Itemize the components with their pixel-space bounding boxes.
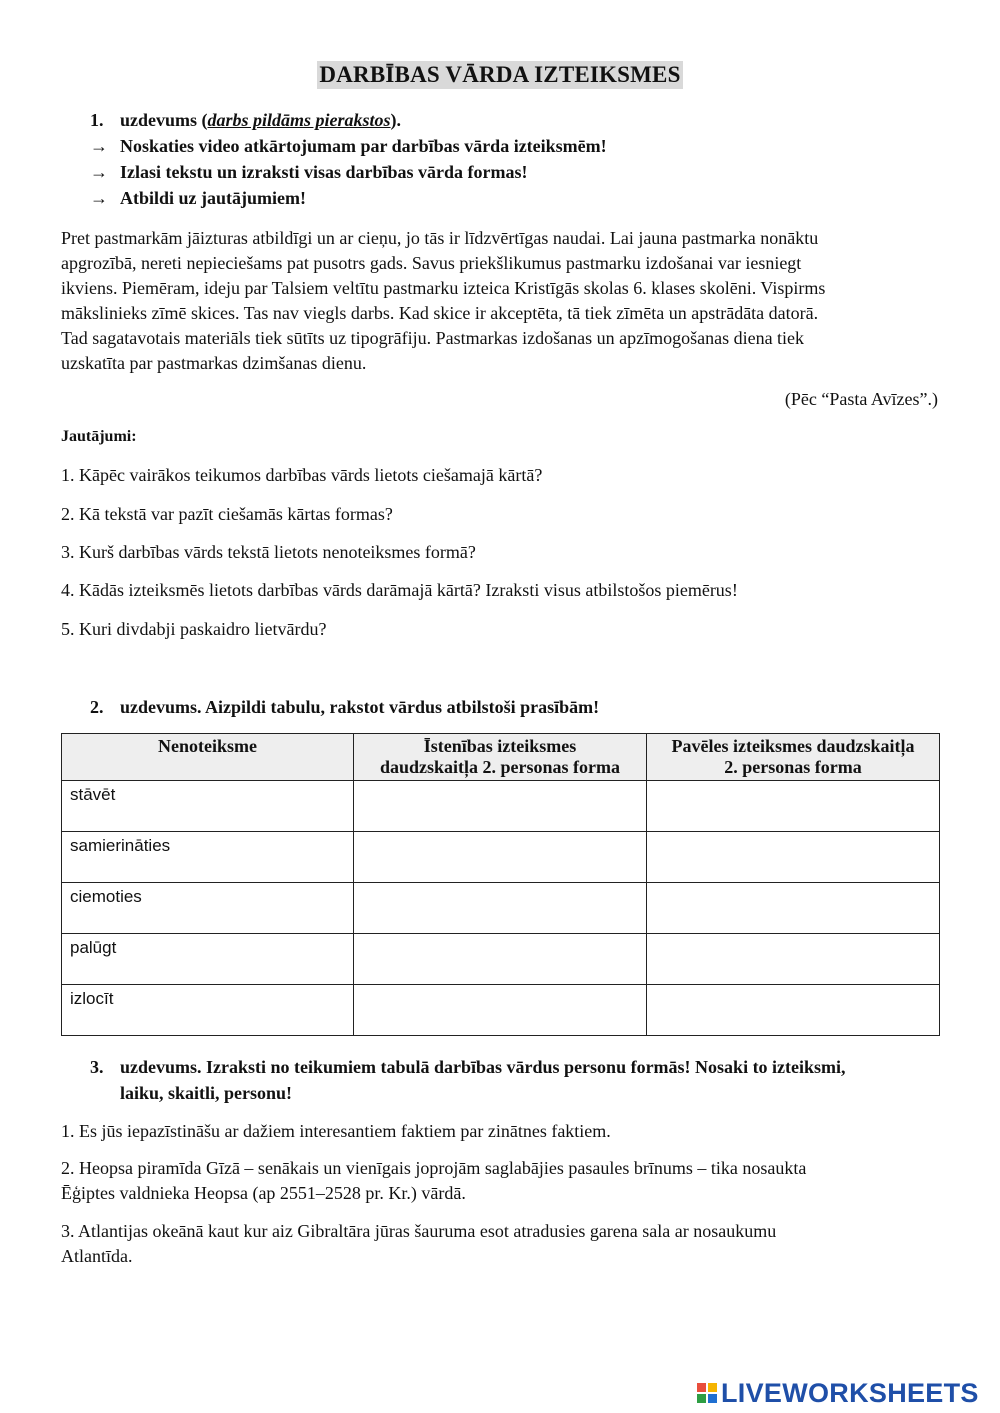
instruction-2-text: Izlasi tekstu un izraksti visas darbības vārda formas! — [120, 162, 528, 182]
task-3-label-line2: laiku, skaitli, personu! — [120, 1083, 293, 1103]
imperative-answer-cell[interactable] — [647, 781, 940, 832]
question-4: 4. Kādās izteiksmēs lietots darbības vārds darāmajā kārtā? Izraksti visus atbilstošos piemērus! — [61, 580, 738, 600]
passage-line: Tad sagatavotais materiāls tiek sūtīts uz tipogrāfiju. Pastmarkas izdošanas un apzīmogošanas diena tiek — [61, 328, 805, 348]
header-line: 2. personas forma — [724, 757, 862, 777]
table-row — [62, 985, 940, 1036]
question-5: 5. Kuri divdabji paskaidro lietvārdu? — [61, 619, 327, 639]
passage-source: (Pēc “Pasta Avīzes”.) — [784, 389, 938, 409]
indicative-answer-cell[interactable] — [354, 883, 647, 934]
table-header-row — [62, 734, 940, 781]
question-1: 1. Kāpēc vairākos teikumos darbības vārds lietots ciešamajā kārtā? — [61, 465, 543, 485]
imperative-answer-cell[interactable] — [647, 832, 940, 883]
header-infinitive — [62, 734, 354, 781]
sentence-line: Ēģiptes valdnieka Heopsa (ap 2551–2528 pr. Kr.) vārdā. — [61, 1183, 466, 1203]
task-3-number: 3. — [90, 1057, 104, 1077]
header-indicative — [354, 734, 647, 781]
passage-line: ikviens. Piemēram, ideju par Talsiem veltītu pastmarku izteica Kristīgās skolas 6. klases skolēni. Vispirms — [61, 278, 826, 298]
header-line: Nenoteiksme — [158, 736, 257, 756]
logo-square — [708, 1394, 717, 1403]
sentence-3 — [61, 1219, 941, 1269]
task-2-label: uzdevums. Aizpildi tabulu, rakstot vārdus atbilstoši prasībām! — [120, 697, 600, 717]
passage-line: uzskatīta par pastmarkas dzimšanas dienu. — [61, 353, 367, 373]
header-imperative — [647, 734, 940, 781]
questions-heading: Jautājumi: — [61, 428, 137, 445]
arrow-icon: → — [90, 136, 108, 156]
sentence-2 — [61, 1156, 941, 1206]
question-2: 2. Kā tekstā var pazīt ciešamās kārtas formas? — [61, 504, 393, 524]
arrow-icon: → — [90, 188, 108, 208]
task-2-number: 2. — [90, 697, 104, 717]
indicative-answer-cell[interactable] — [354, 934, 647, 985]
logo-square — [697, 1383, 706, 1392]
table-row — [62, 883, 940, 934]
sentence-line: 1. Es jūs iepazīstināšu ar dažiem interesantiem faktiem par zinātnes faktiem. — [61, 1121, 611, 1141]
reading-passage — [61, 226, 941, 376]
instruction-1 — [90, 133, 950, 159]
task-3-heading — [90, 1054, 960, 1106]
passage-line: mākslinieks zīmē skices. Tas nav viegls darbs. Kad skice ir akceptēta, tā tiek zīmēta un apstrādāta datorā. — [61, 303, 819, 323]
instruction-3 — [90, 185, 950, 211]
table-row — [62, 781, 940, 832]
infinitive-cell: ciemoties — [62, 883, 354, 934]
passage-line: apgrozībā, nereti nepieciešams pat pusotrs gads. Savus priekšlikumus pastmarku izdošanai var iesniegt — [61, 253, 802, 273]
title-wrap — [0, 61, 1000, 89]
infinitive-cell: stāvēt — [62, 781, 354, 832]
indicative-answer-cell[interactable] — [354, 832, 647, 883]
task-3-label-line1: uzdevums. Izraksti no teikumiem tabulā darbības vārdus personu formās! Nosaki to izteiksmi, — [120, 1057, 846, 1077]
instruction-2 — [90, 159, 950, 185]
sentence-line: 2. Heopsa piramīda Gīzā – senākais un vienīgais joprojām saglabājies pasaules brīnums – tika nosaukta — [61, 1158, 807, 1178]
imperative-answer-cell[interactable] — [647, 985, 940, 1036]
table-row — [62, 832, 940, 883]
sentence-1 — [61, 1119, 941, 1144]
table-row — [62, 934, 940, 985]
liveworksheets-branding — [697, 1377, 979, 1408]
liveworksheets-logo-icon — [697, 1383, 717, 1403]
brand-text: LIVEWORKSHEETS — [721, 1377, 979, 1408]
header-line: Pavēles izteiksmes daudzskaitļa — [671, 736, 915, 756]
verb-form-table — [61, 733, 940, 1036]
page-title: DARBĪBAS VĀRDA IZTEIKSMES — [319, 62, 681, 87]
sentence-line: 3. Atlantijas okeānā kaut kur aiz Gibraltāra jūras šauruma esot atradusies garena sala ar nosaukumu — [61, 1221, 777, 1241]
task-1-link[interactable]: darbs pildāms pierakstos — [207, 110, 391, 130]
instruction-1-text: Noskaties video atkārtojumam par darbības vārda izteiksmēm! — [120, 136, 607, 156]
arrow-icon: → — [90, 162, 108, 182]
logo-square — [708, 1383, 717, 1392]
task-1 — [90, 107, 950, 211]
passage-line: Pret pastmarkām jāizturas atbildīgi un ar cieņu, jo tās ir līdzvērtīgas naudai. Lai jauna pastmarka nonāktu — [61, 228, 819, 248]
task-1-label-pre: uzdevums ( — [120, 110, 208, 130]
infinitive-cell: izlocīt — [62, 985, 354, 1036]
sentence-line: Atlantīda. — [61, 1246, 133, 1266]
infinitive-cell: palūgt — [62, 934, 354, 985]
question-3: 3. Kurš darbības vārds tekstā lietots nenoteiksmes formā? — [61, 542, 476, 562]
task-1-label-post: ). — [390, 110, 402, 130]
indicative-answer-cell[interactable] — [354, 781, 647, 832]
infinitive-cell: samierināties — [62, 832, 354, 883]
task-1-number: 1. — [90, 110, 104, 130]
task-2-heading — [90, 694, 960, 720]
instruction-3-text: Atbildi uz jautājumiem! — [120, 188, 306, 208]
logo-square — [697, 1394, 706, 1403]
header-line: daudzskaitļa 2. personas forma — [379, 757, 621, 777]
imperative-answer-cell[interactable] — [647, 883, 940, 934]
indicative-answer-cell[interactable] — [354, 985, 647, 1036]
task-1-heading — [90, 107, 950, 133]
imperative-answer-cell[interactable] — [647, 934, 940, 985]
header-line: Īstenības izteiksmes — [423, 736, 577, 756]
